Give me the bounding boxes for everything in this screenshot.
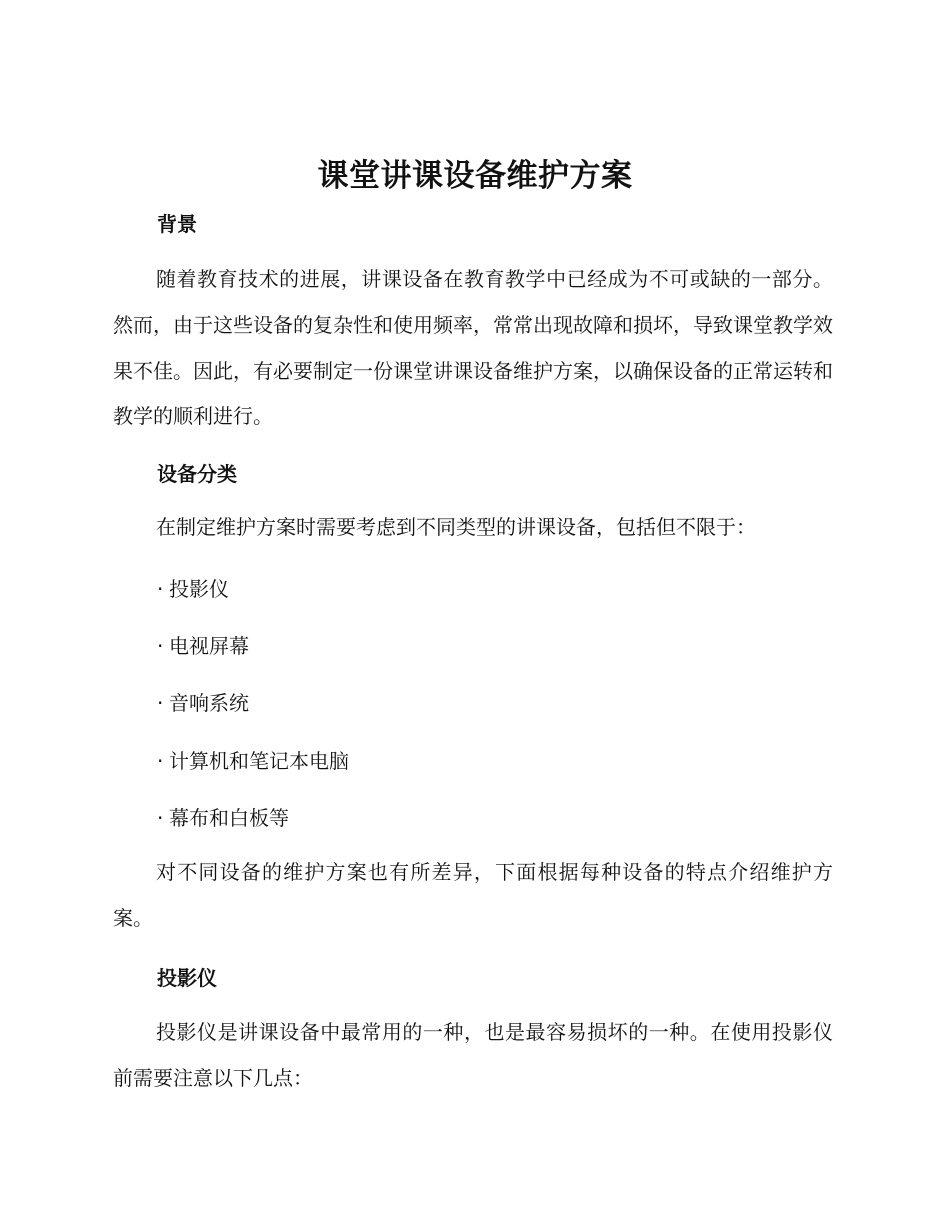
list-item [157, 802, 289, 831]
list-item [157, 687, 249, 716]
bullet-glyph: · [157, 691, 164, 715]
projector-paragraph: 投影仪是讲课设备中最常用的一种，也是最容易损坏的一种。在使用投影仪前需要注意以下几点： [113, 1020, 833, 1090]
background-paragraph: 随着教育技术的进展，讲课设备在教育教学中已经成为不可或缺的一部分。然而，由于这些设备的复杂性和使用频率，常常出现故障和损坏，导致课堂教学效果不佳。因此，有必要制定一份课堂讲课设备维护方案，以确保设备的正常运转和教学的顺利进行。 [113, 267, 833, 429]
device-categories-outro: 对不同设备的维护方案也有所差异，下面根据每种设备的特点介绍维护方案。 [113, 860, 833, 930]
list-item-label: 音响系统 [169, 691, 249, 715]
bullet-glyph: · [157, 749, 164, 773]
device-categories-intro: 在制定维护方案时需要考虑到不同类型的讲课设备，包括但不限于： [156, 515, 756, 539]
bullet-glyph: · [157, 577, 164, 601]
section-heading-projector: 投影仪 [157, 966, 217, 990]
list-item-label: 电视屏幕 [169, 634, 249, 658]
section-heading-background: 背景 [157, 212, 197, 236]
list-item-label: 计算机和笔记本电脑 [169, 749, 349, 773]
list-item [157, 745, 349, 774]
bullet-glyph: · [157, 634, 164, 658]
list-item [157, 573, 229, 602]
list-item [157, 630, 249, 659]
section-heading-device-categories: 设备分类 [157, 462, 237, 486]
list-item-label: 幕布和白板等 [169, 806, 289, 830]
bullet-glyph: · [157, 806, 164, 830]
document-title: 课堂讲课设备维护方案 [317, 158, 633, 194]
list-item-label: 投影仪 [169, 577, 229, 601]
